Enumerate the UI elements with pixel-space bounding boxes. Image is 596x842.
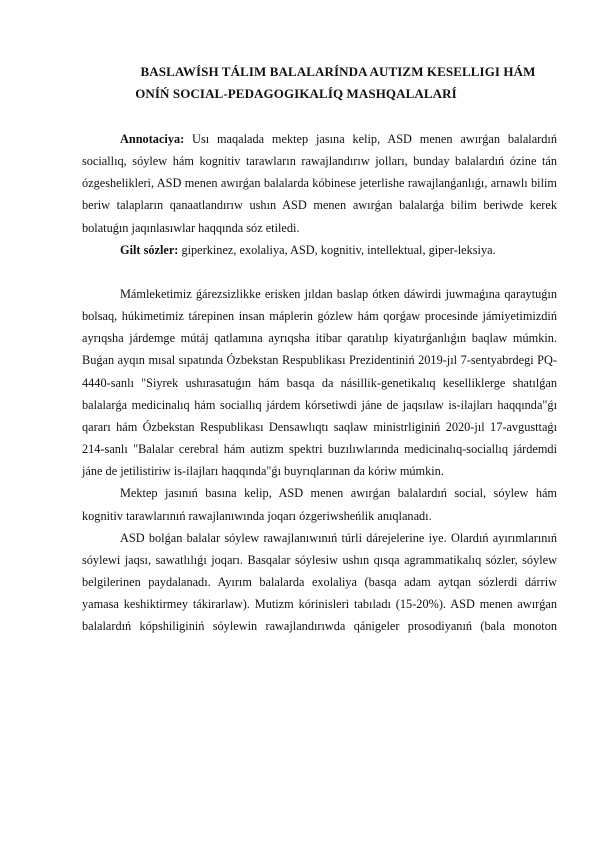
- keywords-text: giperkinez, exolaliya, ASD, kognitiv, intellektual, giper-leksiya.: [178, 242, 496, 257]
- title-line-1: BASLAWÍSH TÁLIM BALALARÍNDA AUTIZM KESELLIGI HÁM: [140, 64, 536, 79]
- body-paragraph-3: ASD bolǵan balalar sóylew rawajlanıwınıń túrli dárejelerine iye. Olardıń ayırımlarınıń sóylewi jaqsı, sawatlılıǵı joqarı. Basqalar sóylesiw ushın qısqa agrammatikalıq sózler, sóylew belgilerinen paydalanadı. Ayırım balalarda exolaliya (basqa adam aytqan sózlerdi dárriw yamasa keshiktirmey tákirarlaw). Mutizm kórinisleri tabıladı (15-20%). ASD menen awırǵan balalardıń kópshiliginiń sóylewin rawajlandırıwda qánigeler prosodiyanıń (bala monoton: [82, 530, 557, 634]
- keywords-paragraph: [82, 239, 557, 261]
- title-line-2: ONÍŃ SOCIAL-PEDAGOGIKALÍQ MASHQALALARÍ: [135, 86, 457, 101]
- annotation-label: Annotaciya:: [120, 132, 185, 146]
- article-body: [82, 128, 557, 637]
- annotation-paragraph: [82, 128, 557, 239]
- keywords-label: Gilt sózler:: [120, 242, 179, 257]
- body-paragraph-1: Mámleketimiz ǵárezsizlikke erisken jıldan baslap ótken dáwirdi juwmaǵına qaraytuǵın bolsaq, húkimetimiz tárepinen insan máplerin gózlew hám qorǵaw procesinde jámiyetimizdiń ayrıqsha járdemge mútáj qatlamına ayrıqsha itibar qaratılıp kiyatırǵanlıǵın baqlaw múmkin. Buǵan ayqın mısal sıpatında Ózbekstan Respublikası Prezidentiniń 2019-jıl 7-sentyabrdegi PQ-4440-sanlı "Siyrek ushırasatuǵın hám basqa da násillik-genetikalıq keselliklerge shatılǵan balalarǵa medicinalıq hám sociallıq járdem kórsetiwdi jáne de jaqsılaw is-ilajları haqqında"ǵı qararı hám Ózbekstan Respublikası Densawlıqtı saqlaw ministrliginiń 2020-jıl 17-avgusttaǵı 214-sanlı "Balalar cerebral hám autizm spektri buzılıwlarında medicinalıq-sociallıq járdemdi jáne de jetilistiriw is-ilajları haqqında"ǵı buyrıqlarınan da kóriw múmkin.: [82, 286, 557, 479]
- annotation-text: Usı maqalada mektep jasına kelip, ASD menen awırǵan balalardıń sociallıq, sóylew hám kognitiv tarawların rawajlandırıw jolları, bunday balalardıń ózine tán ózgeshelikleri, ASD menen awırǵan balalarda kóbinese jeterlishe rawajlanǵanlıǵı, arnawlı bilim beriw talapların qanaatlandırıw ushın ASD menen awırǵan balalarǵa bilim beriwde kerek bolatuǵın jaqınlasıwlar haqqında sóz etiledi.: [82, 132, 557, 235]
- body-paragraph-2: Mektep jasınıń basına kelip, ASD menen awırǵan balalardıń social, sóylew hám kognitiv tarawlarınıń rawajlanıwında joqarı ózgeriwsheńlik anıqlanadı.: [82, 486, 557, 523]
